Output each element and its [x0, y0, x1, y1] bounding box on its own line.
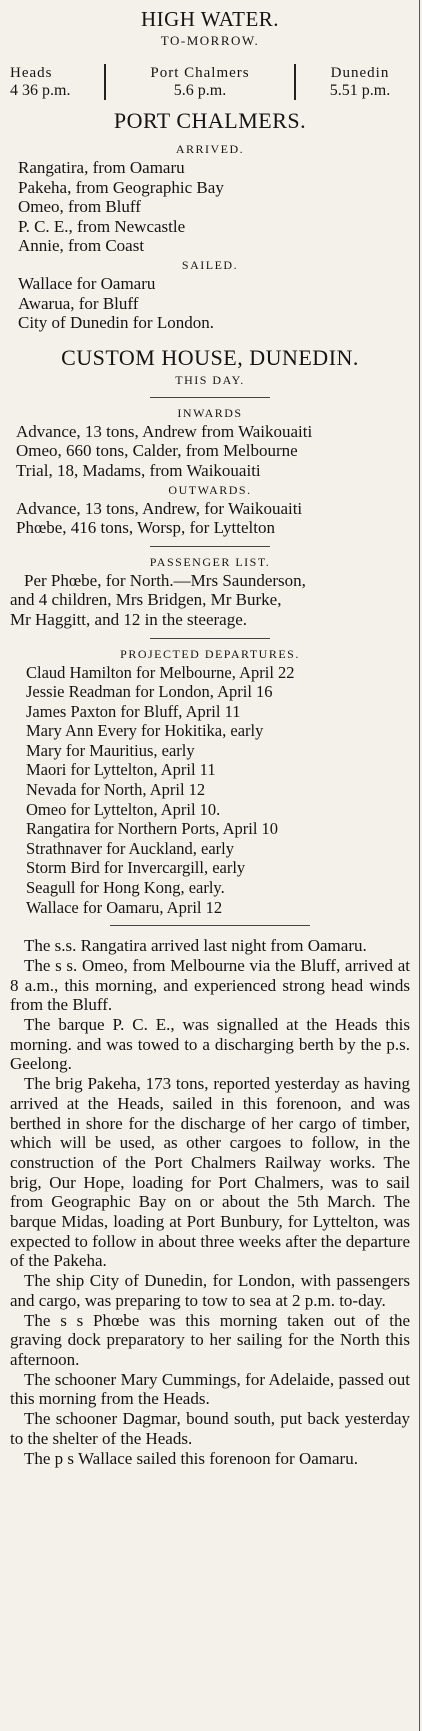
list-item: Storm Bird for Invercargill, early	[26, 858, 246, 878]
tide-time: 5.6 p.m.	[173, 82, 227, 99]
passenger-list-heading: PASSENGER LIST.	[149, 554, 271, 569]
high-water-block	[10, 6, 410, 50]
news-paragraph: The brig Pakeha, 173 tons, reported yesterday as having arrived at the Heads, sailed in this forenoon, and was berthed in shore for the discharge of her cargo of timber, which will be used, as other cargoes to follow, in the construction of the Port Chalmers Railway works. The brig, Our Hope, loading for Port Chalmers, was to sail from Geographic Bay on or about the 5th March. The barque Midas, loading at Port Bunbury, for Lyttelton, was expected to follow in about three weeks after the departure of the Pakeha.	[10, 1074, 410, 1271]
news-paragraph: The s s Phœbe was this morning taken out of the graving dock preparatory to her sailing for the North this afternoon.	[10, 1310, 410, 1369]
tide-table	[10, 64, 410, 100]
list-item: Wallace for Oamaru	[18, 273, 156, 293]
list-item: Claud Hamilton for Melbourne, April 22	[26, 662, 295, 682]
shipping-news	[10, 936, 410, 1468]
list-item: Phœbe, 416 tons, Worsp, for Lyttelton	[16, 518, 275, 538]
arrived-list	[10, 158, 410, 256]
outwards-heading: OUTWARDS.	[168, 482, 252, 497]
news-paragraph: The barque P. C. E., was signalled at the Heads this morning. and was towed to a discharging berth by the p.s. Geelong.	[10, 1015, 410, 1074]
passenger-line: Per Phœbe, for North.—Mrs Saunderson,	[24, 570, 306, 590]
tide-name: Dunedin	[330, 65, 390, 81]
tide-time: 4 36 p.m.	[10, 82, 71, 99]
list-item: Annie, from Coast	[18, 236, 145, 256]
list-item: Trial, 18, Madams, from Waikouaiti	[16, 460, 261, 480]
divider	[110, 925, 310, 926]
list-item: Maori for Lyttelton, April 11	[26, 760, 216, 780]
projected-departures-heading: PROJECTED DEPARTURES.	[120, 646, 300, 661]
sailed-list	[10, 274, 410, 333]
news-paragraph: The s.s. Rangatira arrived last night from Oamaru.	[24, 936, 367, 956]
list-item: Mary for Mauritius, early	[26, 740, 195, 760]
inwards-heading: INWARDS	[177, 405, 243, 420]
list-item: Advance, 13 tons, Andrew from Waikouaiti	[16, 421, 313, 441]
list-item: Strathnaver for Auckland, early	[26, 838, 235, 858]
high-water-title: HIGH WATER.	[140, 7, 280, 31]
list-item: Mary Ann Every for Hokitika, early	[26, 721, 264, 741]
high-water-subtitle: TO-MORROW.	[160, 33, 260, 48]
tide-name: Port Chalmers	[150, 65, 250, 81]
list-item: Wallace for Oamaru, April 12	[26, 897, 223, 917]
tide-divider	[104, 64, 106, 100]
news-paragraph: The s s. Omeo, from Melbourne via the Bluff, arrived at 8 a.m., this morning, and experienced strong head winds from the Bluff.	[10, 955, 410, 1015]
list-item: Nevada for North, April 12	[26, 780, 206, 800]
list-item: James Paxton for Bluff, April 11	[26, 701, 241, 721]
tide-col-heads	[10, 64, 90, 100]
custom-house-subtitle: THIS DAY.	[175, 372, 245, 387]
divider	[150, 638, 270, 639]
passenger-line: Mr Haggitt, and 12 in the steerage.	[10, 609, 247, 629]
custom-house-title: CUSTOM HOUSE, DUNEDIN.	[61, 344, 359, 370]
divider	[150, 546, 270, 547]
list-item: Pakeha, from Geographic Bay	[18, 177, 224, 197]
list-item: Awarua, for Bluff	[18, 293, 139, 313]
list-item: Rangatira for Northern Ports, April 10	[26, 819, 279, 839]
list-item: Seagull for Hong Kong, early.	[26, 878, 225, 898]
outwards-list	[10, 499, 410, 538]
tide-time: 5.51 p.m.	[329, 82, 391, 99]
list-item: Omeo, 660 tons, Calder, from Melbourne	[16, 441, 298, 461]
inwards-list	[10, 422, 410, 481]
list-item: Jessie Readman for London, April 16	[26, 682, 273, 702]
passenger-list-text	[10, 571, 410, 630]
tide-col-port-chalmers	[120, 64, 280, 100]
divider	[150, 397, 270, 398]
passenger-line: and 4 children, Mrs Bridgen, Mr Burke,	[10, 590, 282, 610]
column-rule	[419, 0, 420, 1731]
list-item: City of Dunedin for London.	[18, 313, 214, 333]
news-paragraph: The schooner Mary Cummings, for Adelaide, passed out this morning from the Heads.	[10, 1369, 410, 1409]
list-item: P. C. E., from Newcastle	[18, 216, 186, 236]
tide-name: Heads	[10, 65, 53, 81]
sailed-heading: SAILED.	[181, 257, 239, 272]
news-paragraph: The p s Wallace sailed this forenoon for Oamaru.	[24, 1448, 358, 1468]
port-chalmers-title: PORT CHALMERS.	[113, 108, 307, 133]
projected-departures-list	[10, 663, 410, 918]
list-item: Advance, 13 tons, Andrew, for Waikouaiti	[16, 498, 303, 518]
news-paragraph: The ship City of Dunedin, for London, with passengers and cargo, was preparing to tow to sea at 2 p.m. to-day.	[10, 1271, 410, 1310]
news-paragraph: The schooner Dagmar, bound south, put back yesterday to the shelter of the Heads.	[10, 1409, 410, 1448]
list-item: Omeo for Lyttelton, April 10.	[26, 799, 221, 819]
arrived-heading: ARRIVED.	[175, 142, 245, 156]
list-item: Rangatira, from Oamaru	[18, 158, 185, 177]
tide-col-dunedin	[310, 64, 410, 100]
tide-divider	[294, 64, 296, 100]
list-item: Omeo, from Bluff	[18, 197, 141, 217]
